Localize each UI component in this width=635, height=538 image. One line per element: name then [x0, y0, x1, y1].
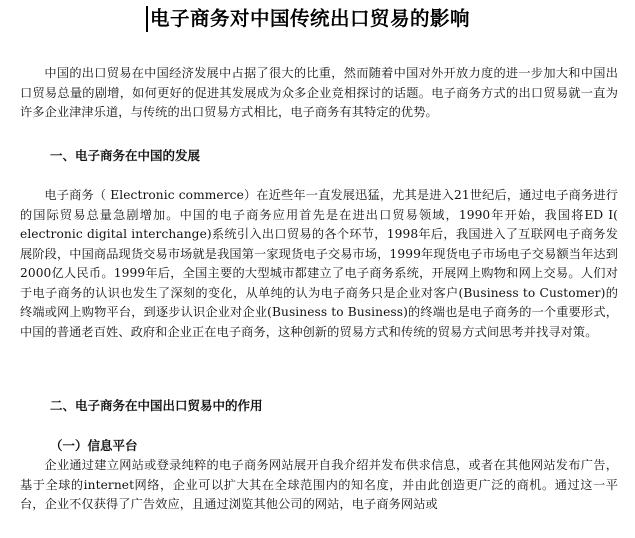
- subsection-heading-info-platform: （一）信息平台: [50, 438, 138, 453]
- section-heading-1: 一、电子商务在中国的发展: [50, 148, 201, 163]
- body-paragraph-info-platform: 企业通过建立网站或登录纯粹的电子商务网站展开自我介绍并发布供求信息，或者在其他网站发布广告，基于全球的internet网络，企业可以扩大其在全球范围内的知名度，并由此创造更广泛的商机。通过这一平台，企业不仅获得了广告效应，且通过浏览其他公司的网站，电子商务网站或: [20, 458, 618, 511]
- body-paragraph-development: 电子商务（ Electronic commerce）在近些年一直发展迅猛，尤其是进入21世纪后，通过电子商务进行的国际贸易总量急剧增加。中国的电子商务应用首先是在进出口贸易领域，1990年开始，我国将ED I( electronic digital interchange)系统引入出口贸易的各个环节，1998年后，我国进入了互联网电子商务发展阶段，中国商品现货交易市场就是我国第一家现货电子交易市场，1999年现货电子市场电子交易额当年达到2000亿人民币。1999年后，全国主要的大型城市都建立了电子商务系统，开展网上购物和网上交易。人们对于电子商务的认识也发生了深刻的变化，从单纯的认为电子商务只是企业对客户(Business to Customer)的终端或网上购物平台，到逐步认识企业对企业(Business to Business)的终端也是电子商务的一个重要形式，中国的普通老百姓、政府和企业正在电子商务，这种创新的贸易方式和传统的贸易方式间思考并找寻对策。: [20, 188, 618, 339]
- text-cursor: [146, 6, 148, 32]
- intro-paragraph: 中国的出口贸易在中国经济发展中占据了很大的比重，然而随着中国对外开放力度的进一步加大和中国出口贸易总量的剧增，如何更好的促进其发展成为众多企业竞相探讨的话题。电子商务方式的出口贸易就一直为许多企业津津乐道，与传统的出口贸易方式相比，电子商务有其特定的优势。: [20, 66, 618, 119]
- document-title: 电子商务对中国传统出口贸易的影响: [150, 7, 471, 30]
- section-heading-2: 二、电子商务在中国出口贸易中的作用: [50, 398, 263, 413]
